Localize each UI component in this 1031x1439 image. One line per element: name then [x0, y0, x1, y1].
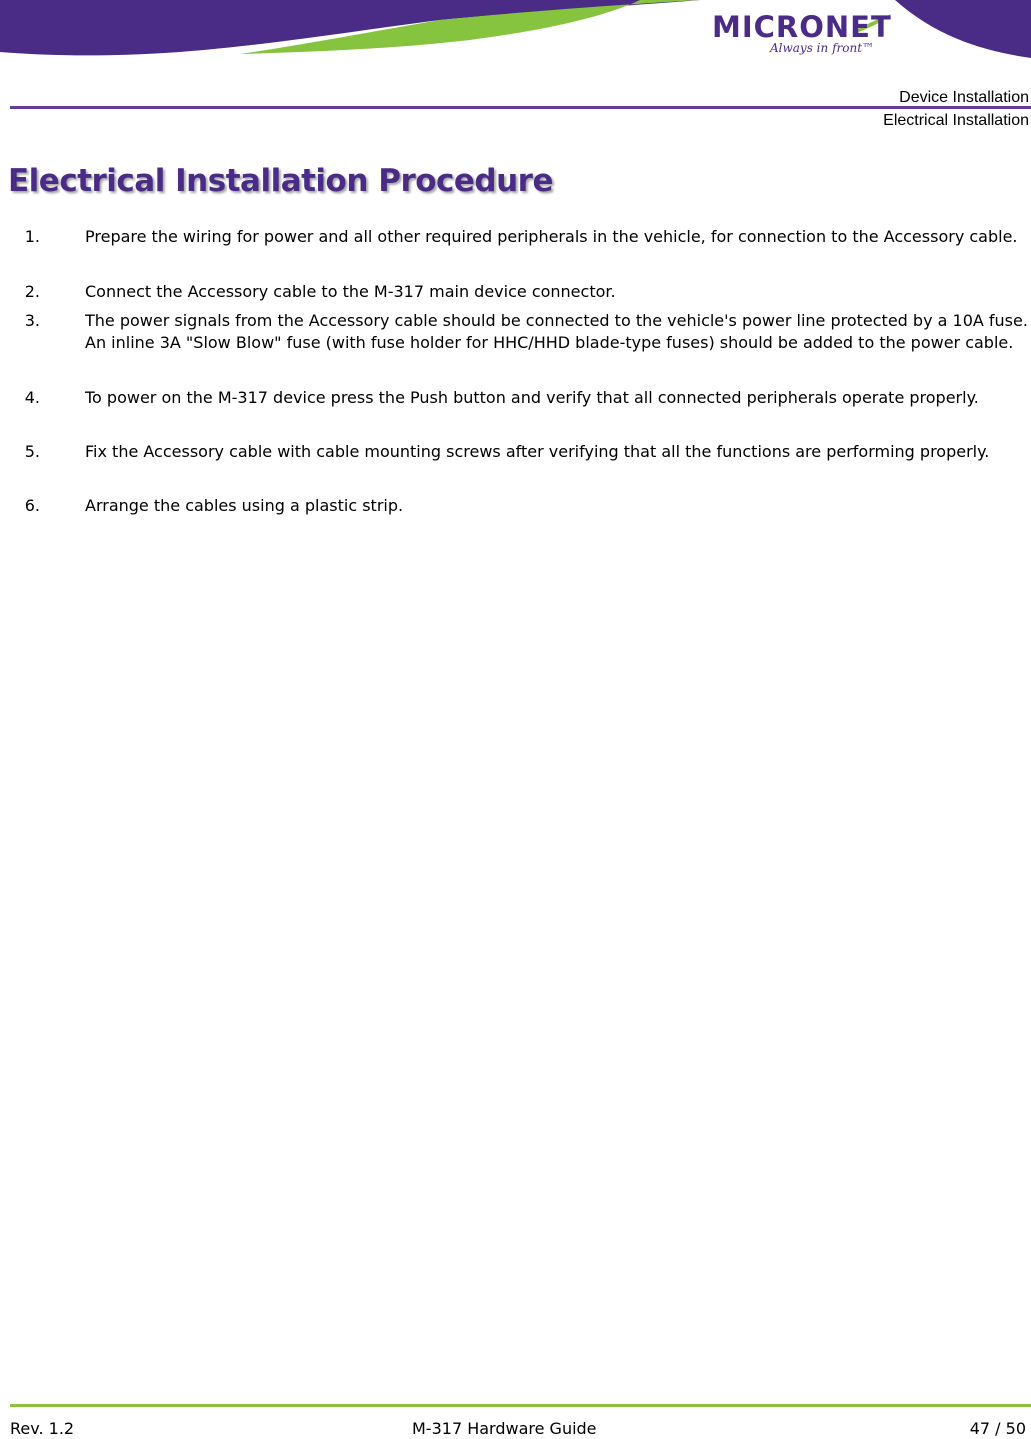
header-subsection: Electrical Installation: [883, 112, 1029, 129]
running-header: [883, 86, 1029, 132]
header-section: Device Installation: [899, 89, 1029, 106]
step-text: To power on the M-317 device press the Push button and verify that all connected peripherals operate properly.: [85, 388, 979, 407]
step-number: 5.: [24, 442, 40, 461]
step-number: 6.: [24, 496, 40, 515]
footer-document-title: M-317 Hardware Guide: [412, 1419, 597, 1438]
step-text: Prepare the wiring for power and all other required peripherals in the vehicle, for connection to the Accessory cable.: [85, 227, 1018, 246]
logo-tagline: Always in front™: [770, 41, 875, 55]
step-number: 4.: [24, 388, 40, 407]
footer-revision: Rev. 1.2: [10, 1419, 75, 1438]
page-title: Electrical Installation Procedure: [8, 163, 553, 199]
logo-wordmark: MICRONET: [712, 10, 892, 44]
step-text: Arrange the cables using a plastic strip.: [85, 496, 404, 515]
micronet-logo: [712, 10, 902, 60]
step-text: The power signals from the Accessory cable should be connected to the vehicle's power line protected by a 10A fuse. An inline 3A "Slow Blow" fuse (with fuse holder for HHC/HHD blade-type fuses) should be added to the power cable.: [85, 311, 1028, 352]
step-number: 2.: [24, 282, 40, 301]
header-divider: [10, 106, 1031, 109]
step-text: Fix the Accessory cable with cable mounting screws after verifying that all the functions are performing properly.: [85, 442, 990, 461]
footer-divider: [10, 1404, 1031, 1407]
step-number: 3.: [24, 311, 40, 330]
step-number: 1.: [24, 227, 40, 246]
footer-page-number: 47 / 50: [969, 1419, 1026, 1438]
step-text: Connect the Accessory cable to the M-317 main device connector.: [85, 282, 616, 301]
